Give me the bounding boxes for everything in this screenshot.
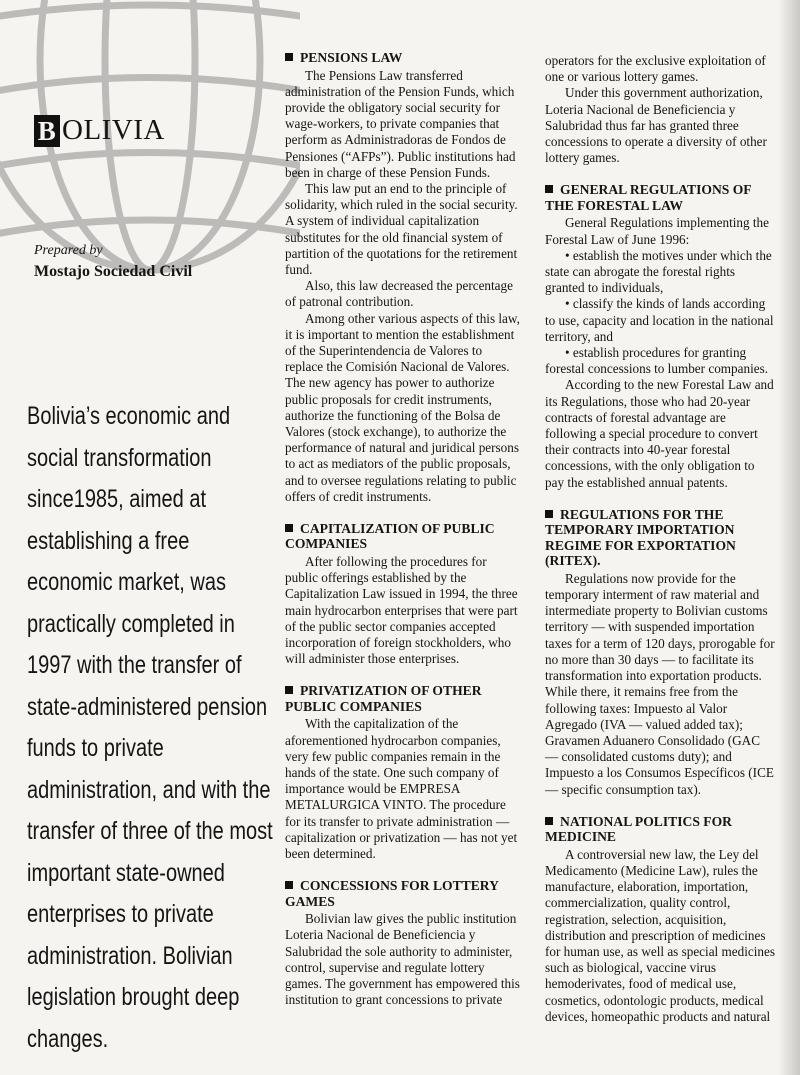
section-ritex	[545, 507, 775, 798]
byline	[34, 243, 192, 281]
paragraph: Regulations now provide for the temporary interment of raw material and intermediate property to Bolivian customs territory — with suspended importation taxes for a term of 120 days, prorogable for no more than 30 days — to facilitate its transformation into exportation products. While there, it remains free from the following taxes: Impuesto al Valor Agregado (IVA — valued added tax); Gravamen Aduanero Consolidado (GAC — consolidated customs duty); and Impuesto a los Consumos Específicos (ICE — specific consumption tax).	[545, 570, 775, 797]
section-heading	[545, 182, 775, 213]
page-edge-shadow	[778, 0, 800, 1075]
paragraph: Also, this law decreased the percentage of patronal contribution.	[285, 278, 513, 310]
paragraph: General Regulations implementing the Forestal Law of June 1996:	[545, 215, 769, 247]
paragraph: Bolivian law gives the public institution Loteria Nacional de Beneficiencia y Salubridad the sole authority to administer, control, supervise and regulate lottery games. The government has empowered this institution to grant concessions to private	[285, 911, 520, 1008]
heading-text: PENSIONS LAW	[300, 50, 403, 65]
paragraph: Under this government authorization, Loteria Nacional de Beneficiencia y Salubridad thus far has granted three concessions to operate a diversity of other lottery games.	[545, 85, 767, 166]
section-heading	[285, 683, 521, 714]
list-item: • establish the motives under which the state can abrogate the forestal rights granted to individuals,	[545, 247, 772, 296]
section-pensions-law	[285, 50, 521, 505]
heading-text: CONCESSIONS FOR LOTTERY GAMES	[285, 878, 499, 909]
list-item: • classify the kinds of lands according to use, capacity and location in the national territory, and	[545, 296, 774, 344]
paragraph: After following the procedures for public offerings established by the Capitalization Law issued in 1994, the three main hydrocarbon enterprises that were part of the public sector companies accepted incorporation of foreign stockholders, who will administer those enterprises.	[285, 553, 518, 667]
list-item: • establish procedures for granting forestal concessions to lumber companies.	[545, 345, 769, 377]
heading-text: CAPITALIZATION OF PUBLIC COMPANIES	[285, 520, 495, 552]
heading-text: PRIVATIZATION OF OTHER PUBLIC COMPANIES	[285, 683, 482, 714]
bullet-square-icon	[285, 53, 293, 61]
section-privatization	[285, 683, 521, 862]
prepared-by-label: Prepared by	[34, 243, 103, 258]
paragraph: With the capitalization of the aforementioned hydrocarbon companies, very few public companies remain in the hands of the state. One such company of importance would be EMPRESA METALURGICA VINTO. The procedure for its transfer to private administration — capitalization or privatization — has not yet been determined.	[285, 716, 518, 862]
heading-text: REGULATIONS FOR THE TEMPORARY IMPORTATION REGIME FOR EXPORTATION (RITEX).	[545, 506, 736, 569]
section-heading	[285, 50, 521, 66]
section-heading	[285, 878, 521, 909]
section-lottery	[285, 878, 521, 1008]
bullet-square-icon	[545, 510, 553, 518]
section-forestal	[545, 182, 775, 490]
section-lottery-continued	[545, 53, 775, 166]
paragraph: operators for the exclusive exploitation of one or various lottery games.	[545, 53, 766, 85]
paragraph: This law put an end to the principle of solidarity, which ruled in the social security. A system of individual capitalization substitutes for the old financial system of partition of the quotations for the retirement fund.	[285, 180, 518, 277]
heading-text: GENERAL REGULATIONS OF THE FORESTAL LAW	[545, 182, 752, 213]
bullet-square-icon	[285, 524, 293, 532]
title-initial: B	[34, 115, 60, 147]
title-rest: OLIVIA	[62, 114, 165, 146]
author-name: Mostajo Sociedad Civil	[34, 263, 193, 280]
column-middle	[285, 50, 521, 1008]
paragraph: The Pensions Law transferred administration of the Pension Funds, which provide the obligatory social security for wage-workers, to private companies that perform as Administradoras de Fondos de Pensiones (“AFPs”). Public institutions had been in charge of these Pension Funds.	[285, 67, 516, 180]
country-title	[34, 114, 165, 147]
heading-text: NATIONAL POLITICS FOR MEDICINE	[545, 813, 732, 845]
section-capitalization	[285, 521, 521, 667]
bullet-square-icon	[545, 817, 553, 825]
section-heading	[545, 507, 775, 569]
paragraph: Among other various aspects of this law, it is important to mention the establishment of the Superintendencia de Valores to replace the Comisión Nacional de Valores. The new agency has power to authorize public proposals for credit instruments, authorize the functioning of the Bolsa de Valores (stock exchange), to authorize the performance of natural and juridical persons to act as mediators of the public proposals, and to oversee regulations relating to public offers of credit instruments.	[285, 310, 520, 504]
paragraph: A controversial new law, the Ley del Medicamento (Medicine Law), rules the manufacture, elaboration, importation, commercialization, quality control, registration, selection, acquisition, distribution and prescription of medicines for human use, as well as special medicines such as biological, vaccine virus hemoderivates, food of medical use, cosmetics, odontologic products, medical devices, homeopathic products and natural	[545, 846, 775, 1024]
section-heading	[285, 521, 521, 552]
bullet-square-icon	[545, 185, 553, 193]
column-right	[545, 53, 775, 1025]
intro-text: Bolivia’s economic and social transformation since1985, aimed at establishing a free economic market, was practically completed in 1997 with the transfer of state-administered pension funds to private administration, and with the transfer of three of the most important state-owned enterprises to private administration. Bolivian legislation brought deep changes.	[27, 402, 273, 1053]
bullet-square-icon	[285, 686, 293, 694]
bullet-square-icon	[285, 881, 293, 889]
section-heading	[545, 814, 775, 845]
section-medicine	[545, 814, 775, 1025]
paragraph: According to the new Forestal Law and its Regulations, those who had 20-year contracts of forestal advantage are following a special procedure to convert their contracts into 40-year forestal concessions, with the only obligation to pay the established annual patents.	[545, 377, 774, 490]
